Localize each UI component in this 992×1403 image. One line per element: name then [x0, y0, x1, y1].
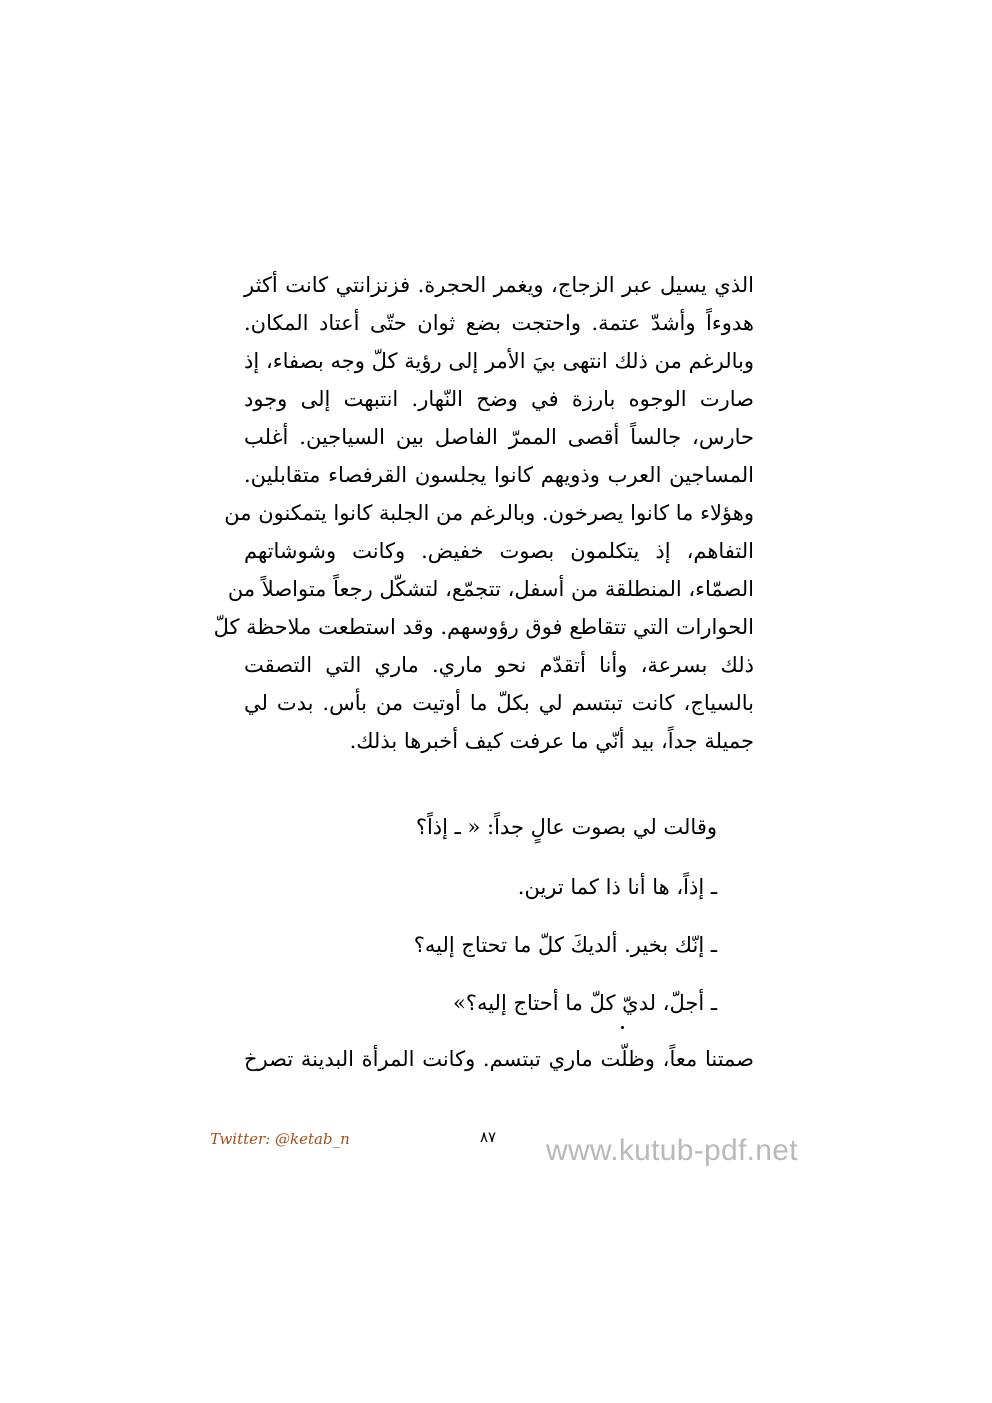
paragraph-line: حارس، جالساً أقصى الممرّ الفاصل بين السياجين. أغلب: [244, 425, 754, 449]
dialogue-line: ـ أجلّ، لديّ كلّ ما أحتاج إليه؟»: [452, 991, 717, 1015]
watermark-link: www.kutub-pdf.net: [546, 1134, 798, 1167]
paragraph-line: الحوارات التي تتقاطع فوق رؤوسهم. وقد استطعت ملاحظة كلّ: [213, 615, 754, 639]
closing-line: صمتنا معاً، وظلّت ماري تبتسم. وكانت المرأة البدينة تصرخ: [244, 1047, 754, 1071]
paragraph-line: وبالرغم من ذلك انتهى بيَ الأمر إلى رؤية كلّ وجه بصفاء، إذ: [244, 349, 754, 373]
page-number: ٨٧: [480, 1128, 497, 1146]
paragraph-line: هدوءاً وأشدّ عتمة. واحتجت بضع ثوان حتّى أعتاد المكان.: [244, 311, 754, 335]
paragraph-line: ذلك بسرعة، وأنا أتقدّم نحو ماري. ماري التي التصقت: [244, 653, 754, 677]
paragraph-line: المساجين العرب وذويهم كانوا يجلسون القرفصاء متقابلين.: [244, 463, 754, 487]
main-paragraph: [213, 266, 754, 760]
dialogue-line: ـ إنّك بخير. ألديكَ كلّ ما تحتاج إليه؟: [413, 933, 717, 957]
dialogue-line: وقالت لي بصوت عالٍ جداً: « ـ إذاً؟: [415, 815, 717, 839]
dialogue-line: ـ إذاً، ها أنا ذا كما ترين.: [517, 875, 717, 899]
paragraph-line: وهؤلاء ما كانوا يصرخون. وبالرغم من الجلبة كانوا يتمكنون من: [224, 501, 754, 525]
paragraph-line: التفاهم، إذ يتكلمون بصوت خفيض. وكانت وشوشاتهم: [244, 539, 754, 563]
twitter-handle: Twitter: @ketab_n: [210, 1130, 350, 1148]
paragraph-line: جميلة جداً، بيد أنّي ما عرفت كيف أخبرها بذلك.: [349, 729, 754, 753]
footnote-dot: [621, 1026, 624, 1029]
paragraph-line: الذي يسيل عبر الزجاج، ويغمر الحجرة. فزنزانتي كانت أكثر: [244, 273, 754, 297]
paragraph-line: بالسياج، كانت تبتسم لي بكلّ ما أوتيت من بأس. بدت لي: [244, 691, 754, 715]
paragraph-line: صارت الوجوه بارزة في وضح النّهار. انتبهت إلى وجود: [244, 387, 754, 411]
paragraph-line: الصمّاء، المنطلقة من أسفل، تتجمّع، لتشكّل رجعاً متواصلاً من: [227, 577, 754, 601]
